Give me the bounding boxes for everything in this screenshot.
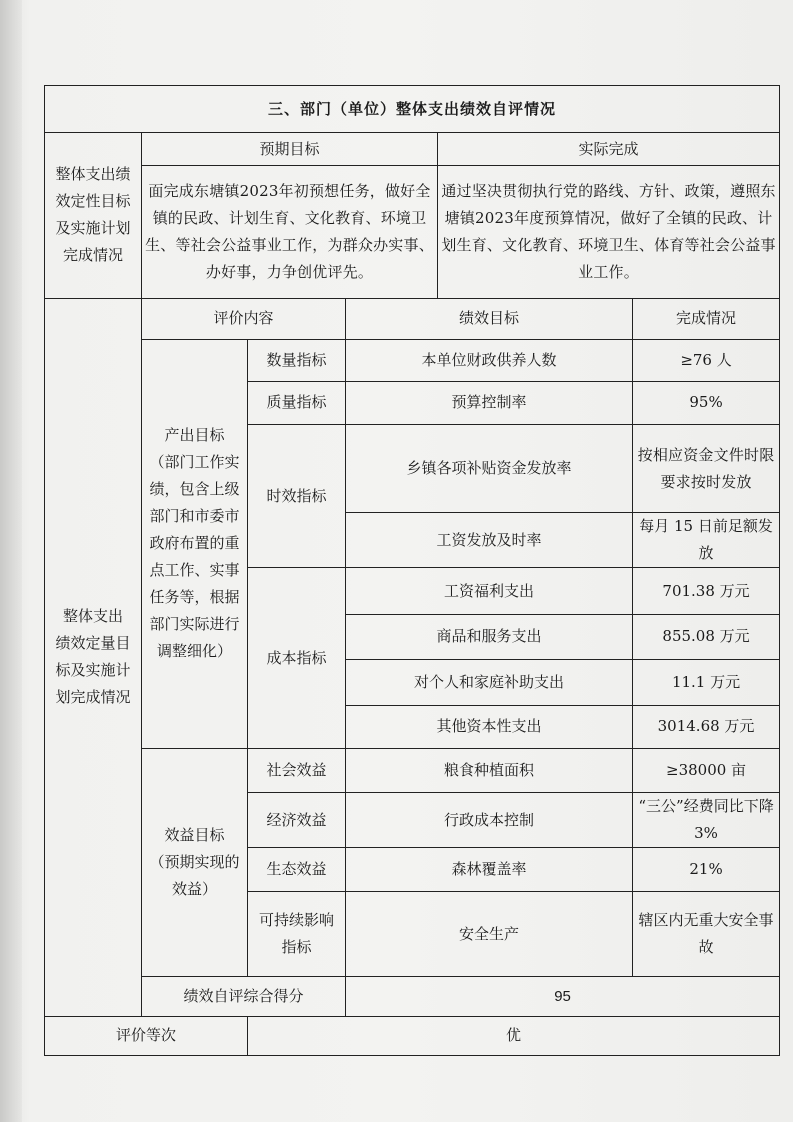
status-cell: ≥38000 亩 — [633, 748, 780, 792]
goal-cell: 其他资本性支出 — [346, 705, 633, 748]
status-cell: 855.08 万元 — [633, 614, 780, 659]
status-cell: 95% — [633, 381, 780, 424]
indicator-ecological: 生态效益 — [248, 848, 346, 892]
section-title: 三、部门（单位）整体支出绩效自评情况 — [45, 86, 780, 133]
page-binding-shadow — [0, 0, 22, 1122]
goal-cell: 对个人和家庭补助支出 — [346, 659, 633, 705]
goal-cell: 预算控制率 — [346, 381, 633, 424]
indicator-social: 社会效益 — [248, 748, 346, 792]
actual-completion-header: 实际完成 — [438, 133, 780, 166]
goal-cell: 乡镇各项补贴资金发放率 — [346, 425, 633, 513]
performance-goal-header: 绩效目标 — [346, 298, 633, 339]
status-cell: 3014.68 万元 — [633, 705, 780, 748]
status-cell: “三公”经费同比下降 3% — [633, 793, 780, 848]
sustainability-label: 可持续影响 指标 — [258, 911, 334, 956]
indicator-cost: 成本指标 — [248, 568, 346, 749]
status-cell: 11.1 万元 — [633, 659, 780, 705]
status-cell: 21% — [633, 848, 780, 892]
score-value: 95 — [346, 976, 780, 1016]
goal-cell: 本单位财政供养人数 — [346, 339, 633, 381]
performance-table — [44, 85, 780, 1056]
goal-cell: 行政成本控制 — [346, 793, 633, 848]
indicator-timeliness: 时效指标 — [248, 425, 346, 568]
actual-completion-text: 通过坚决贯彻执行党的路线、方针、政策，遵照东塘镇2023年度预算情况，做好了全镇的民政、计划生育、文化教育、环境卫生、体育等社会公益事业工作。 — [438, 166, 780, 298]
goal-cell: 商品和服务支出 — [346, 614, 633, 659]
goal-cell: 工资福利支出 — [346, 568, 633, 614]
goal-cell: 安全生产 — [346, 892, 633, 976]
completion-status-header: 完成情况 — [633, 298, 780, 339]
grade-label: 评价等次 — [45, 1016, 248, 1055]
indicator-economic: 经济效益 — [248, 793, 346, 848]
goal-cell: 粮食种植面积 — [346, 748, 633, 792]
indicator-quality: 质量指标 — [248, 381, 346, 424]
qualitative-label: 整体支出绩 效定性目标 及实施计划 完成情况 — [45, 133, 142, 299]
indicator-quantity: 数量指标 — [248, 339, 346, 381]
output-goal-label: 产出目标 （部门工作实 绩，包含上级 部门和市委市 政府布置的重 点工作、实事 任务等，根据 部门实际进行 调整细化） — [142, 339, 248, 748]
indicator-sustainability — [248, 892, 346, 976]
status-cell: 辖区内无重大安全事故 — [633, 892, 780, 976]
score-label: 绩效自评综合得分 — [142, 976, 346, 1016]
status-cell: 701.38 万元 — [633, 568, 780, 614]
status-cell: 按相应资金文件时限要求按时发放 — [633, 425, 780, 513]
goal-cell: 工资发放及时率 — [346, 513, 633, 568]
expected-goal-text: 面完成东塘镇2023年初预想任务，做好全镇的民政、计划生育、文化教育、环境卫生、等社会公益事业工作，为群众办实事、办好事，力争创优评先。 — [142, 166, 438, 298]
evaluation-content-header: 评价内容 — [142, 298, 346, 339]
benefit-goal-label: 效益目标 （预期实现的 效益） — [142, 748, 248, 976]
goal-cell: 森林覆盖率 — [346, 848, 633, 892]
status-cell: ≥76 人 — [633, 339, 780, 381]
expected-goal-header: 预期目标 — [142, 133, 438, 166]
quantitative-label: 整体支出 绩效定量目 标及实施计 划完成情况 — [45, 298, 142, 1016]
status-cell: 每月 15 日前足额发放 — [633, 513, 780, 568]
grade-value: 优 — [248, 1016, 780, 1055]
